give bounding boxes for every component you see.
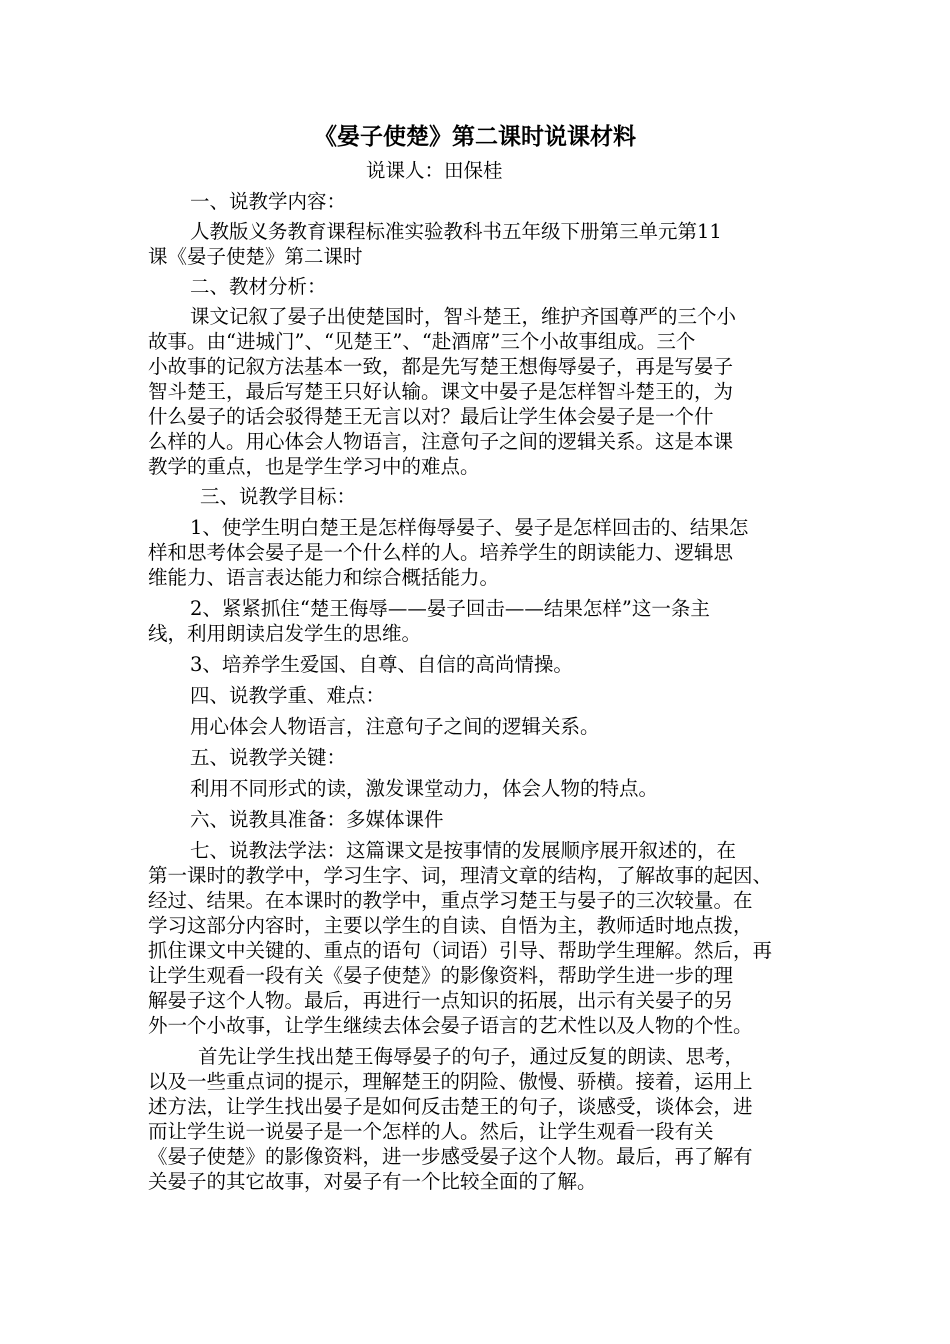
paragraph-line: 什么晏子的话会驳得楚王无言以对？最后让学生体会晏子是一个什	[148, 405, 714, 428]
paragraph-line: 课文记叙了晏子出使楚国时，智斗楚王，维护齐国尊严的三个小	[190, 305, 737, 328]
paragraph-line: 学习这部分内容时，主要以学生的自读、自悟为主，教师适时地点拨，	[148, 914, 753, 937]
paragraph-line: 而让学生说一说晏子是一个怎样的人。然后，让学生观看一段有关	[148, 1120, 714, 1143]
section-heading-goals: 三、说教学目标：	[200, 485, 357, 508]
paragraph-line: 3、培养学生爱国、自尊、自信的高尚情操。	[190, 653, 573, 676]
paragraph-line: 利用不同形式的读，激发课堂动力，体会人物的特点。	[190, 777, 659, 800]
document-title: 《晏子使楚》第二课时说课材料	[314, 124, 636, 150]
paragraph-line: 人教版义务教育课程标准实验教科书五年级下册第三单元第11	[190, 220, 722, 243]
paragraph-line: 1、使学生明白楚王是怎样侮辱晏子、晏子是怎样回击的、结果怎	[190, 516, 749, 539]
paragraph-line: 经过、结果。在本课时的教学中，重点学习楚王与晏子的三次较量。在	[148, 889, 753, 912]
paragraph-line: 么样的人。用心体会人物语言，注意句子之间的逻辑关系。这是本课	[148, 430, 734, 453]
author-line: 说课人：田保桂	[366, 159, 503, 182]
paragraph-line: 故事。由“进城门”、“见楚王”、“赴酒席”三个小故事组成。三个	[148, 330, 696, 353]
paragraph-line: 外一个小故事，让学生继续去体会晏子语言的艺术性以及人物的个性。	[148, 1014, 753, 1037]
paragraph-line: 首先让学生找出楚王侮辱晏子的句子，通过反复的朗读、思考，	[198, 1045, 745, 1068]
paragraph-line: 智斗楚王，最后写楚王只好认输。课文中晏子是怎样智斗楚王的，为	[148, 380, 734, 403]
paragraph-line: 用心体会人物语言，注意句子之间的逻辑关系。	[190, 715, 600, 738]
paragraph-line: 以及一些重点词的提示，理解楚王的阴险、傲慢、骄横。接着，运用上	[148, 1070, 753, 1093]
paragraph-line: 述方法，让学生找出晏子是如何反击楚王的句子，谈感受，谈体会，进	[148, 1095, 753, 1118]
section-heading-materials: 六、说教具准备：多媒体课件	[190, 808, 444, 831]
paragraph-line: 小故事的记叙方法基本一致，都是先写楚王想侮辱晏子，再是写晏子	[148, 355, 734, 378]
paragraph-line: 维能力、语言表达能力和综合概括能力。	[148, 566, 500, 589]
section-heading-methods: 七、说教法学法：这篇课文是按事情的发展顺序展开叙述的，在	[190, 839, 737, 862]
paragraph-line: 让学生观看一段有关《晏子使楚》的影像资料，帮助学生进一步的理	[148, 964, 734, 987]
paragraph-line: 解晏子这个人物。最后，再进行一点知识的拓展，出示有关晏子的另	[148, 989, 734, 1012]
section-heading-content: 一、说教学内容：	[190, 190, 347, 213]
paragraph-line: 课《晏子使楚》第二课时	[148, 245, 363, 268]
paragraph-line: 2、紧紧抓住“楚王侮辱——晏子回击——结果怎样”这一条主	[190, 597, 710, 620]
paragraph-line: 第一课时的教学中，学习生字、词，理清文章的结构，了解故事的起因、	[148, 864, 773, 887]
section-heading-key: 五、说教学关键：	[190, 746, 347, 769]
paragraph-line: 线，利用朗读启发学生的思维。	[148, 622, 422, 645]
section-heading-analysis: 二、教材分析：	[190, 275, 327, 298]
paragraph-line: 抓住课文中关键的、重点的语句（词语）引导、帮助学生理解。然后，再	[148, 939, 773, 962]
paragraph-line: 教学的重点，也是学生学习中的难点。	[148, 455, 480, 478]
paragraph-line: 样和思考体会晏子是一个什么样的人。培养学生的朗读能力、逻辑思	[148, 541, 734, 564]
paragraph-line: 《晏子使楚》的影像资料，进一步感受晏子这个人物。最后，再了解有	[148, 1145, 753, 1168]
section-heading-key-points: 四、说教学重、难点：	[190, 684, 386, 707]
paragraph-line: 关晏子的其它故事，对晏子有一个比较全面的了解。	[148, 1170, 597, 1193]
